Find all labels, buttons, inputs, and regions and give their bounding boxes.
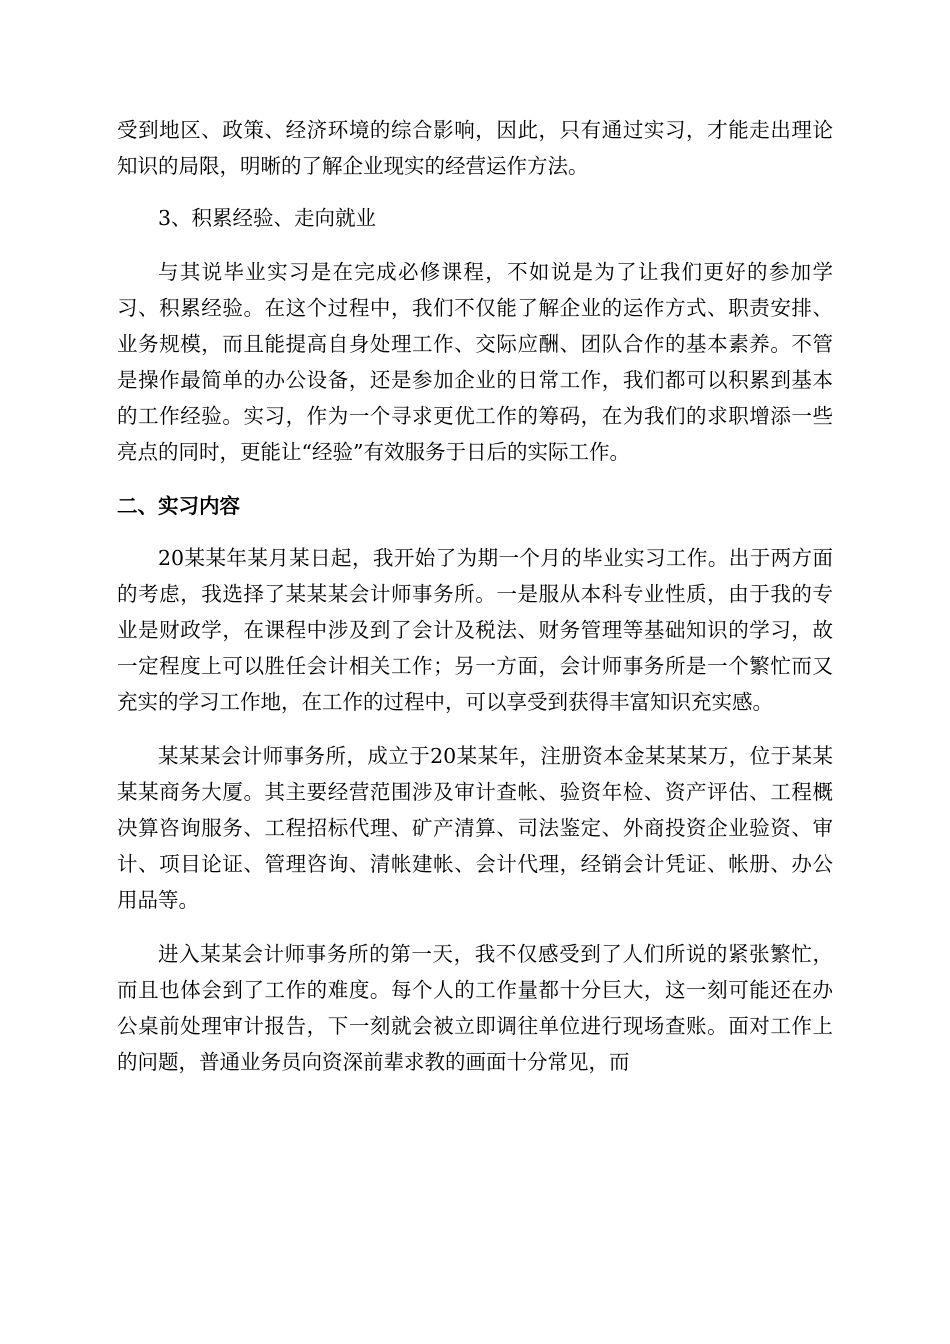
subheading-accumulate-experience: 3、积累经验、走向就业 — [158, 206, 377, 230]
paragraph-first-day: 进入某某会计师事务所的第一天，我不仅感受到了人们所说的紧张繁忙，而且也体会到了工作的难度。每个人的工作量都十分巨大，这一刻可能还在办公桌前处理审计报告，下一刻就会被立即调往单位进行现场查账。面对工作上的问题，普通业务员向资深前辈求教的画面十分常见，而 — [117, 942, 833, 1074]
paragraph-intro-continuation: 受到地区、政策、经济环境的综合影响，因此，只有通过实习，才能走出理论知识的局限，明晰的了解企业现实的经营运作方法。 — [117, 118, 833, 178]
section-heading-internship-content: 二、实习内容 — [117, 494, 240, 518]
paragraph-internship-start: 20某某年某月某日起，我开始了为期一个月的毕业实习工作。出于两方面的考虑，我选择了某某某会计师事务所。一是服从本科专业性质，由于我的专业是财政学，在课程中涉及到了会计及税法、财务管理等基础知识的学习，故一定程度上可以胜任会计相关工作；另一方面，会计师事务所是一个繁忙而又充实的学习工作地，在工作的过程中，可以享受到获得丰富知识充实感。 — [117, 546, 833, 714]
paragraph-firm-description: 某某某会计师事务所，成立于20某某年，注册资本金某某某万，位于某某某某商务大厦。其主要经营范围涉及审计查帐、验资年检、资产评估、工程概决算咨询服务、工程招标代理、矿产清算、司法鉴定、外商投资企业验资、审计、项目论证、管理咨询、清帐建帐、会计代理，经销会计凭证、帐册、办公用品等。 — [117, 744, 833, 912]
document-page — [117, 112, 833, 1080]
paragraph-internship-value: 与其说毕业实习是在完成必修课程，不如说是为了让我们更好的参加学习、积累经验。在这个过程中，我们不仅能了解企业的运作方式、职责安排、业务规模，而且能提高自身处理工作、交际应酬、团队合作的基本素养。不管是操作最简单的办公设备，还是参加企业的日常工作，我们都可以积累到基本的工作经验。实习，作为一个寻求更优工作的筹码，在为我们的求职增添一些亮点的同时，更能让“经验”有效服务于日后的实际工作。 — [117, 260, 833, 464]
